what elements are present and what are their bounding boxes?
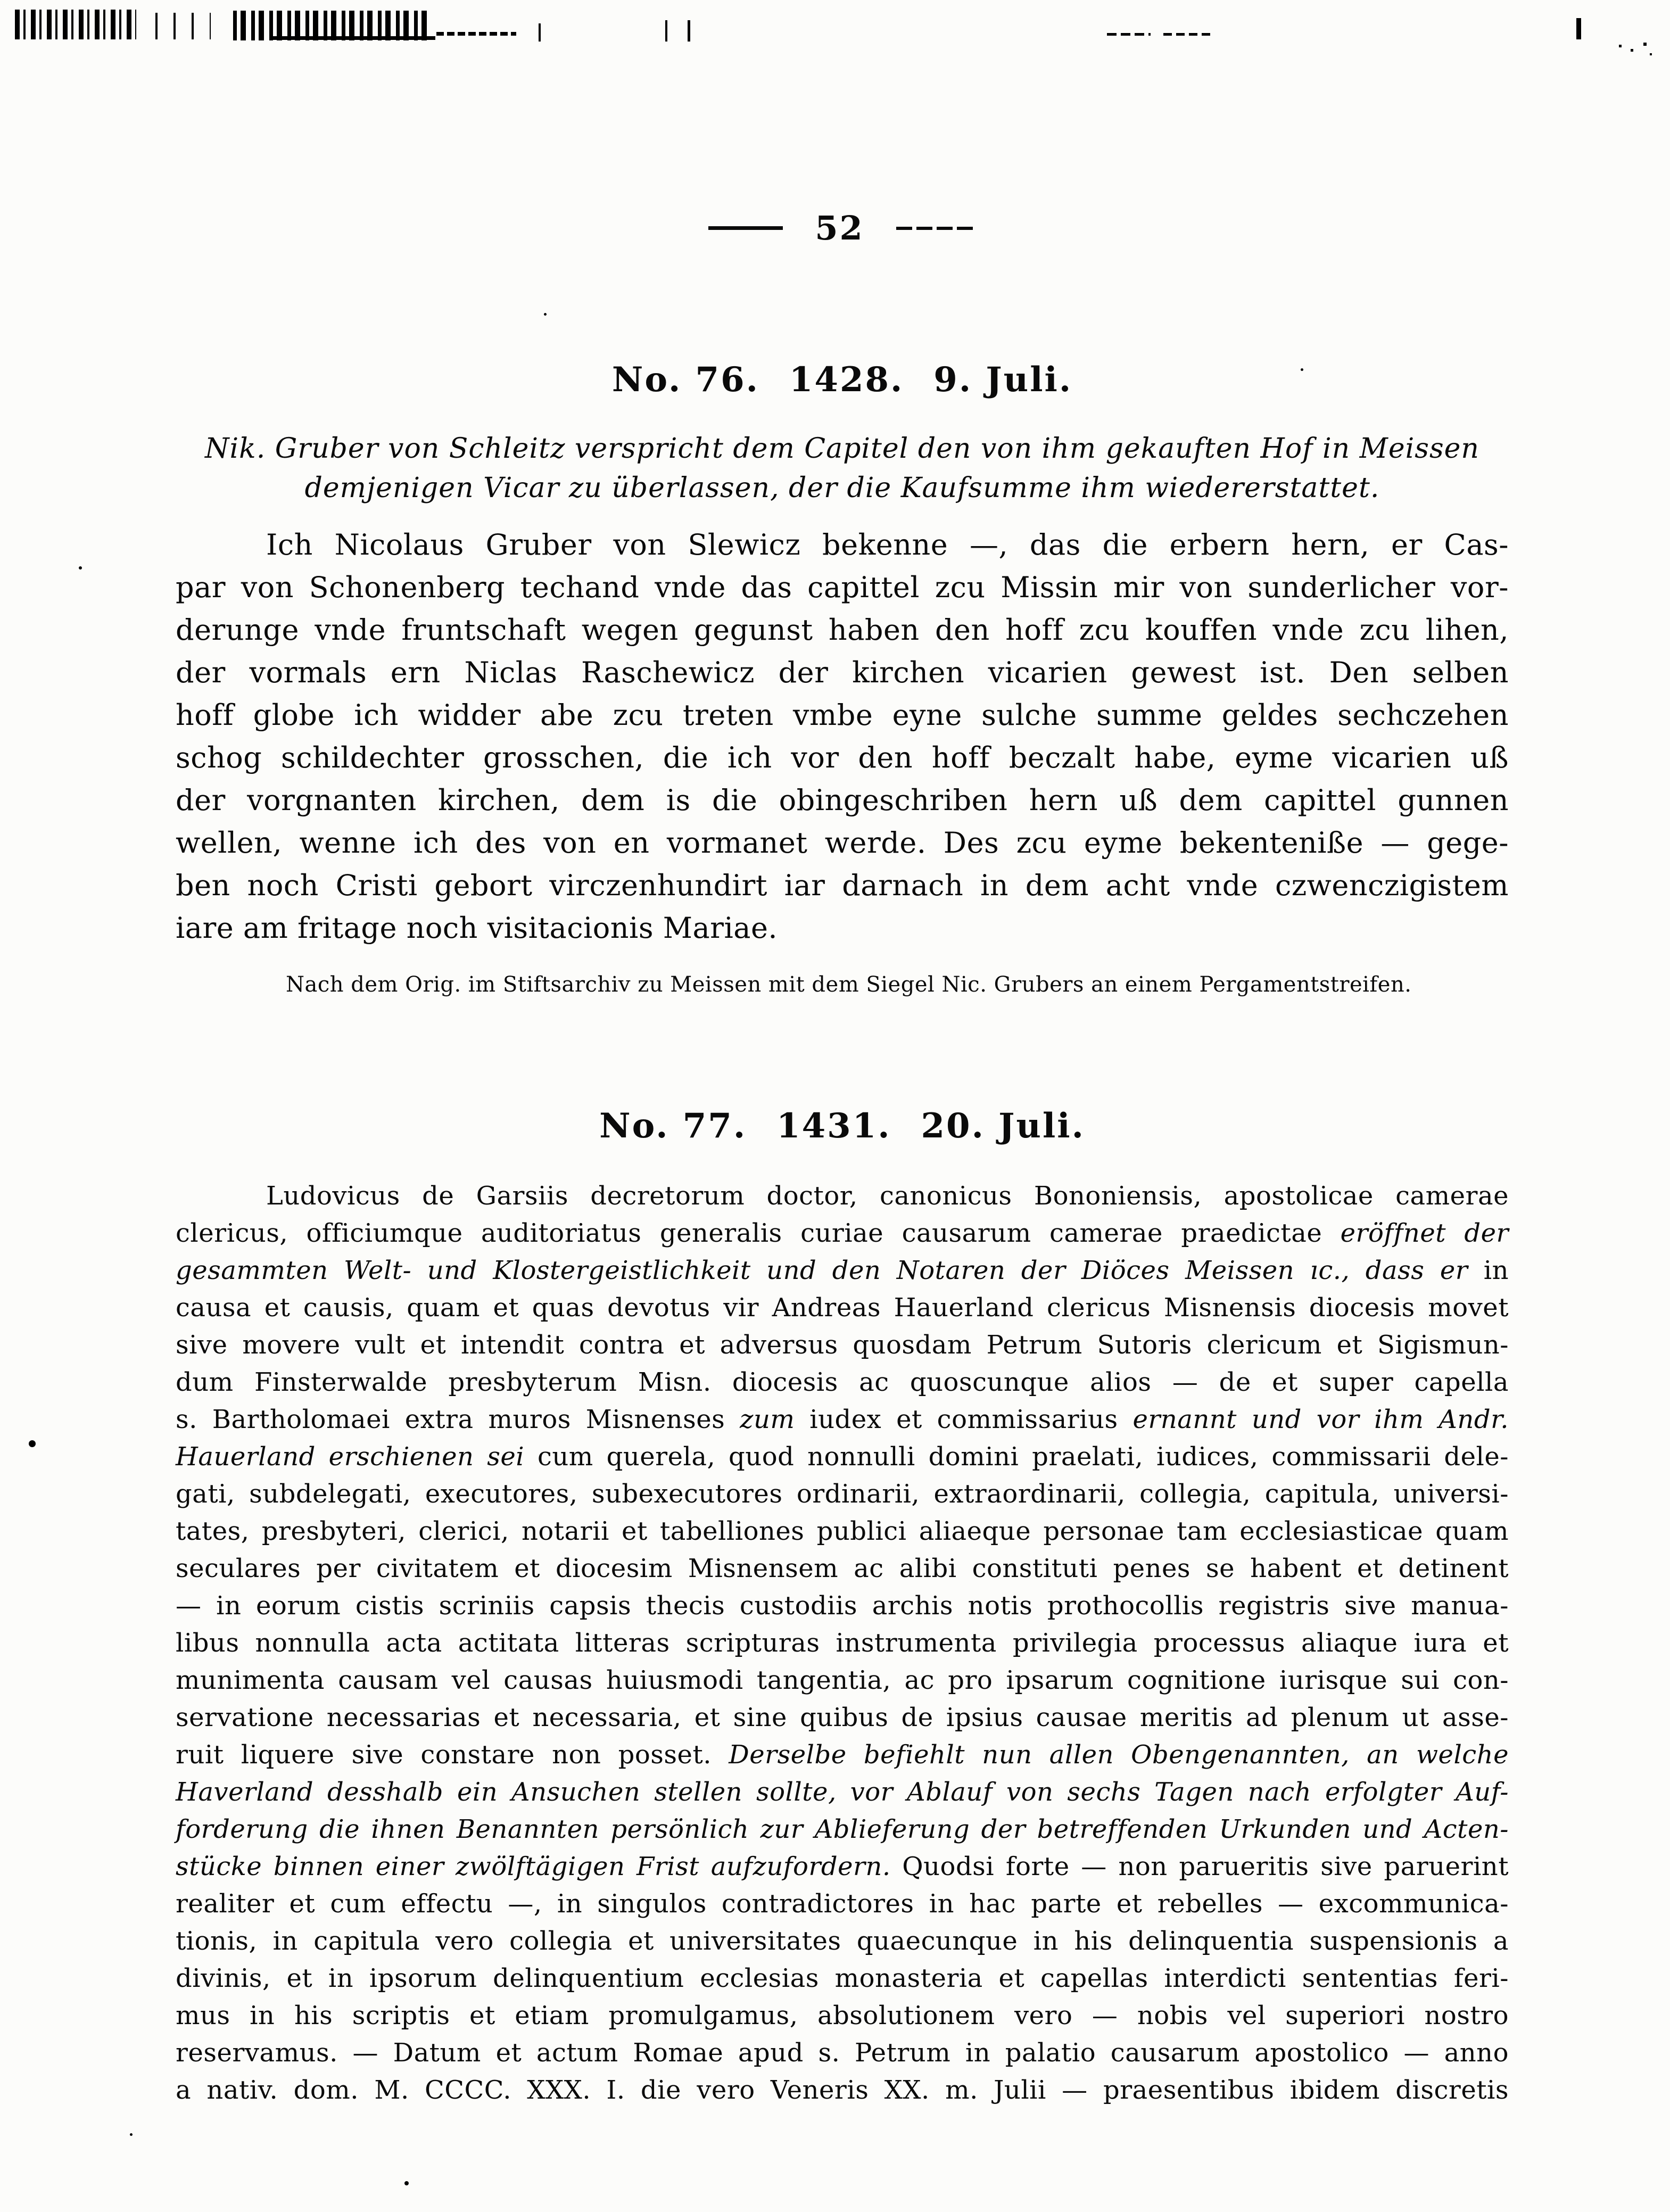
scan-artifact-tick [665, 20, 667, 42]
body-line: ben noch Cristi gebort virczenhundirt iar darnach in dem acht vnde czwenczigistem [176, 869, 1509, 902]
body-line: Ludovicus de Garsiis decretorum doctor, canonicus Bononiensis, apostolicae camerae [266, 1181, 1509, 1211]
body-line: par von Schonenberg techand vnde das capittel zcu Missin mir von sunderlicher vor- [176, 571, 1509, 604]
scan-artifact-speck [1619, 45, 1622, 47]
header-rule-right [896, 227, 976, 230]
header-rule-left [708, 226, 783, 230]
body-line: stücke binnen einer zwölftägigen Frist aufzufordern. Quodsi forte — non parueritis sive paruerint [176, 1852, 1509, 1881]
body-line: reservamus. — Datum et actum Romae apud s. Petrum in palatio causarum apostolico — anno [176, 2038, 1509, 2068]
page-number: 52 [815, 209, 864, 247]
body-line: — in eorum cistis scriniis capsis thecis custodiis archis notis prothocollis registris sive manua- [176, 1591, 1509, 1621]
scan-artifact-barcode-strip [155, 13, 211, 39]
scan-artifact-speck [544, 313, 547, 316]
body-line: iare am fritage noch visitacionis Mariae. [176, 911, 778, 945]
document-77-heading [176, 1106, 1509, 1146]
heading-part: 9. Juli. [933, 360, 1073, 400]
scan-artifact-line [436, 32, 516, 36]
scan-artifact-line [269, 36, 435, 40]
body-line: schog schildechter grosschen, die ich vor den hoff beczalt habe, eyme vicarien uß [176, 741, 1509, 774]
body-line: der vormals ern Niclas Raschewicz der kirchen vicarien gewest ist. Den selben [176, 656, 1509, 689]
body-line: gati, subdelegati, executores, subexecutores ordinarii, extraordinarii, collegia, capitula, universi- [176, 1479, 1509, 1509]
body-line: clericus, officiumque auditoriatus generalis curiae causarum camerae praedictae eröffnet der [176, 1218, 1509, 1248]
body-line: Ich Nicolaus Gruber von Slewicz bekenne —, das die erbern hern, er Cas- [266, 528, 1509, 562]
document-77-body [176, 1177, 1509, 2109]
scan-artifact-speck [1650, 53, 1652, 55]
heading-part: 1431. [776, 1106, 891, 1146]
body-line: Hauerland erschienen sei cum querela, quod nonnulli domini praelati, iudices, commissarii dele- [176, 1442, 1509, 1472]
body-line: tionis, in capitula vero collegia et universitates quaecunque in his delinquentia suspensionis a [176, 1926, 1509, 1956]
page-header [176, 209, 1509, 247]
body-line: forderung die ihnen Benannten persönlich zur Ablieferung der betreffenden Urkunden und Acten- [176, 1814, 1509, 1844]
summary-line: demjenigen Vicar zu überlassen, der die Kaufsumme ihm wiedererstattet. [304, 472, 1380, 504]
body-line: causa et causis, quam et quas devotus vir Andreas Hauerland clericus Misnensis diocesis movet [176, 1293, 1509, 1323]
body-line: realiter et cum effectu —, in singulos contradictores in hac parte et rebelles — excommunica- [176, 1889, 1509, 1919]
body-line: hoff globe ich widder abe zcu treten vmbe eyne sulche summe geldes sechczehen [176, 698, 1509, 732]
scan-artifact-speck [1631, 49, 1633, 52]
summary-line: Nik. Gruber von Schleitz verspricht dem Capitel den von ihm gekauften Hof in Meissen [205, 433, 1479, 465]
body-line: tates, presbyteri, clerici, notarii et tabelliones publici aliaeque personae tam ecclesiasticae quam [176, 1516, 1509, 1546]
heading-part: No. 76. [611, 360, 759, 400]
scan-artifact-tick [1576, 18, 1581, 39]
document-76-summary [176, 429, 1509, 508]
scan-artifact-speck [79, 566, 82, 569]
body-line: derunge vnde fruntschaft wegen gegunst haben den hoff zcu kouffen vnde zcu lihen, [176, 613, 1509, 647]
body-line: libus nonnulla acta actitata litteras scripturas instrumenta privilegia processus aliaque iura et [176, 1628, 1509, 1658]
scan-artifact-speck [404, 2181, 409, 2185]
document-76-heading [176, 360, 1509, 400]
body-line: a nativ. dom. M. CCCC. XXX. I. die vero Veneris XX. m. Julii — praesentibus ibidem discretis [176, 2075, 1509, 2105]
body-line: sive movere vult et intendit contra et adversus quosdam Petrum Sutoris clericum et Sigismun- [176, 1330, 1509, 1360]
body-line: s. Bartholomaei extra muros Misnenses zum iudex et commissarius ernannt und vor ihm Andr. [176, 1405, 1509, 1434]
scan-artifact-barcode-strip [15, 10, 136, 39]
scan-artifact-dash [1163, 33, 1212, 36]
body-line: seculares per civitatem et diocesim Misnensem ac alibi constituti penes se habent et detinent [176, 1554, 1509, 1583]
body-line: der vorgnanten kirchen, dem is die obingeschriben hern uß dem capittel gunnen [176, 783, 1509, 817]
document-76-source-note: Nach dem Orig. im Stiftsarchiv zu Meissen mit dem Siegel Nic. Grubers an einem Pergamentstreifen. [286, 972, 1412, 997]
scan-artifact-tick [539, 23, 541, 42]
body-line: Haverland desshalb ein Ansuchen stellen sollte, vor Ablauf von sechs Tagen nach erfolgter Auf- [176, 1777, 1509, 1807]
heading-part: 1428. [789, 360, 904, 400]
body-line: munimenta causam vel causas huiusmodi tangentia, ac pro ipsarum cognitione iurisque sui con- [176, 1665, 1509, 1695]
body-line: dum Finsterwalde presbyterum Misn. diocesis ac quoscunque alios — de et super capella [176, 1367, 1509, 1397]
body-line: wellen, wenne ich des von en vormanet werde. Des zcu eyme bekenteniße — gege- [176, 826, 1509, 860]
body-line: gesammten Welt- und Klostergeistlichkeit und den Notaren der Diöces Meissen ıc., dass er in [176, 1256, 1509, 1285]
body-line: ruit liquere sive constare non posset. Derselbe befiehlt nun allen Obengenannten, an welche [176, 1740, 1509, 1770]
heading-part: No. 77. [599, 1106, 747, 1146]
body-line: divinis, et in ipsorum delinquentium ecclesias monasteria et capellas interdicti sententias feri- [176, 1963, 1509, 1993]
scan-artifact-speck [1643, 43, 1647, 46]
scan-artifact-speck [130, 2133, 133, 2136]
body-line: servatione necessarias et necessaria, et sine quibus de ipsius causae meritis ad plenum ut asse- [176, 1703, 1509, 1732]
document-76-body [176, 524, 1509, 950]
body-line: mus in his scriptis et etiam promulgamus, absolutionem vero — nobis vel superiori nostro [176, 2001, 1509, 2031]
scan-artifact-tick [688, 20, 690, 42]
heading-part: 20. Juli. [921, 1106, 1085, 1146]
scan-artifact-dash [1107, 33, 1151, 36]
scan-artifact-speck [29, 1440, 36, 1447]
